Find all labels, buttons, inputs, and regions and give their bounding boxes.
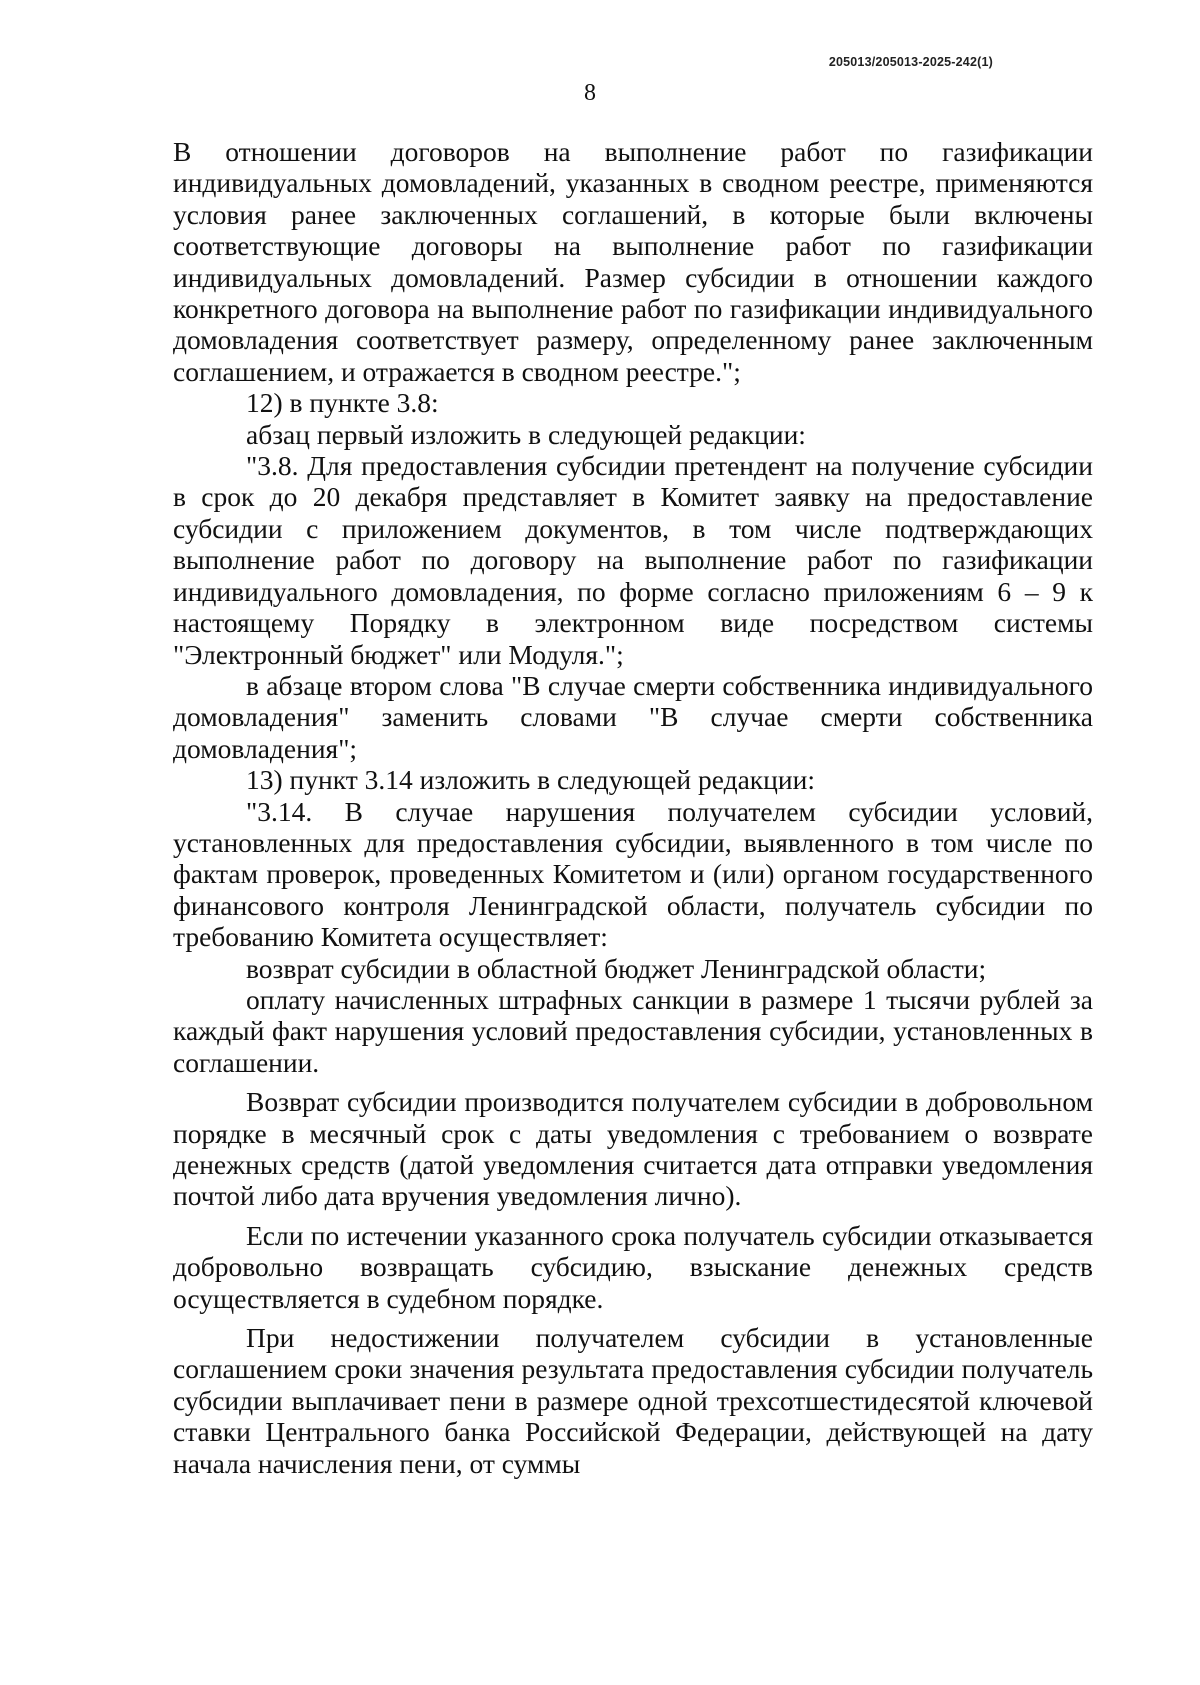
page-number: 8 (584, 80, 596, 106)
paragraph-item-13: 13) пункт 3.14 изложить в следующей редакции: (246, 764, 815, 796)
paragraph-second-abzac: в абзаце втором слова "В случае смерти собственника индивидуального домовладения" заменить словами "В случае смерти собственника домовладения"; (173, 669, 1093, 764)
paragraph-contracts-registry: В отношении договоров на выполнение работ по газификации индивидуальных домовладений, указанных в сводном реестре, применяются условия ранее заключенных соглашений, в которые были включены соответствующие договоры на выполнение работ по газификации индивидуальных домовладений. Размер субсидии в отношении каждого конкретного договора на выполнение работ по газификации индивидуального домовладения соответствует размеру, определенному ранее заключенным соглашением, и отражается в сводном реестре."; (173, 136, 1093, 387)
document-id: 205013/205013-2025-242(1) (828, 55, 993, 69)
paragraph-fines: оплату начисленных штрафных санкции в размере 1 тысячи рублей за каждый факт нарушения условий предоставления субсидии, установленных в соглашении. (173, 983, 1093, 1078)
paragraph-return-subsidy: возврат субсидии в областной бюджет Ленинградской области; (246, 952, 987, 984)
paragraph-penalty: При недостижении получателем субсидии в установленные соглашением сроки значения результата предоставления субсидии получатель субсидии выплачивает пени в размере одной трехсотшестидесятой ключевой ставки Центрального банка Российской Федерации, действующей на дату начала начисления пени, от суммы (173, 1322, 1093, 1479)
paragraph-court-recovery: Если по истечении указанного срока получатель субсидии отказывается добровольно возвращать субсидию, взыскание денежных средств осуществляется в судебном порядке. (173, 1219, 1093, 1314)
paragraph-item-12: 12) в пункте 3.8: (246, 387, 439, 419)
paragraph-voluntary-return: Возврат субсидии производится получателем субсидии в добровольном порядке в месячный срок с даты уведомления с требованием о возврате денежных средств (датой уведомления считается дата отправки уведомления почтой либо дата вручения уведомления лично). (173, 1086, 1093, 1212)
paragraph-clause-3-14: "3.14. В случае нарушения получателем субсидии условий, установленных для предоставления субсидии, выявленного в том числе по фактам проверок, проведенных Комитетом и (или) органом государственного финансового контроля Ленинградской области, получатель субсидии по требованию Комитета осуществляет: (173, 795, 1093, 953)
document-body (173, 136, 1093, 1479)
paragraph-clause-3-8: "3.8. Для предоставления субсидии претендент на получение субсидии в срок до 20 декабря представляет в Комитет заявку на предоставление субсидии с приложением документов, в том числе подтверждающих выполнение работ по договору на выполнение работ по газификации индивидуального домовладения, по форме согласно приложениям 6 – 9 к настоящему Порядку в электронном виде посредством системы "Электронный бюджет" или Модуля."; (173, 450, 1093, 670)
paragraph-first-abzac: абзац первый изложить в следующей редакции: (246, 418, 806, 450)
